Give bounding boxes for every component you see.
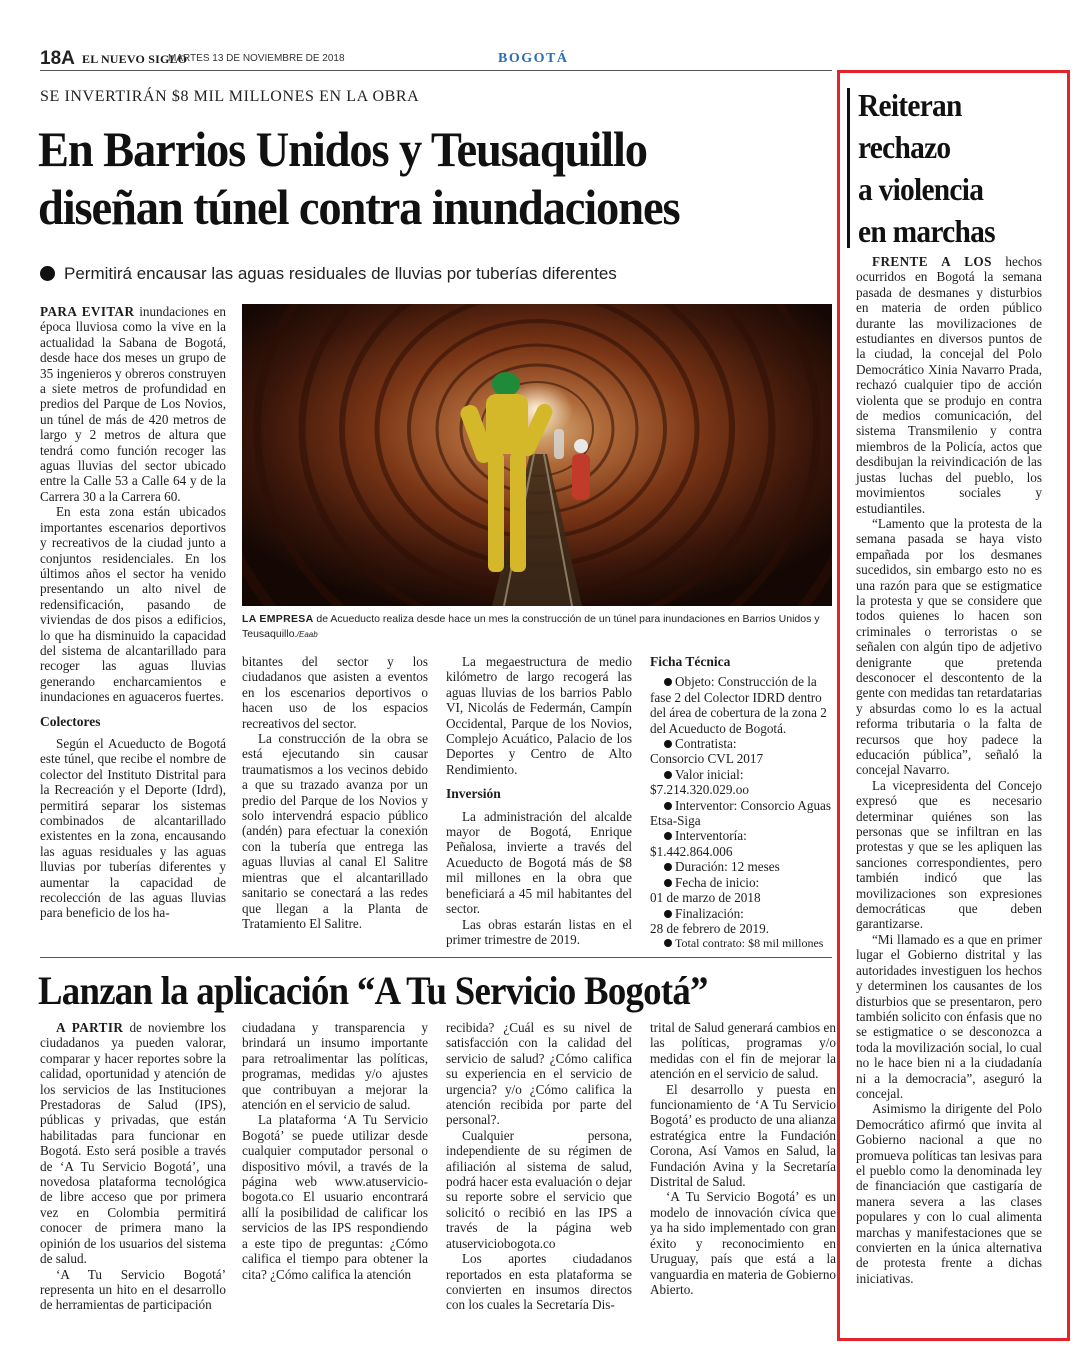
ficha-item — [650, 875, 836, 890]
article2-paragraph: trital de Salud generará cambios en las políticas, programas y/o medidas con el fin de mejorar la atención en el servicio de salud. — [650, 1020, 836, 1082]
ficha-item: Consorcio CVL 2017 — [650, 751, 764, 767]
ficha-item-text: Total contrato: $8 mil millones — [675, 936, 824, 951]
ficha-item-text: Valor inicial: — [675, 766, 744, 782]
article1-paragraph: bitantes del sector y los ciudadanos que asisten a eventos en los escenarios deportivos o hacen uso de los espacios recreativos del sector. — [242, 654, 428, 731]
ficha-item-text: Contratista: — [675, 736, 737, 752]
sidebar-headline-bar — [847, 88, 850, 248]
article2-paragraph: Cualquier persona, independiente de su régimen de afiliación al sistema de salud, podrá hacer esta evaluación o dejar su reporte sobre el servicio que solicitó o recibió en las IPS a través de la página web atuserviciobogota.co — [446, 1127, 632, 1251]
sidebar-headline-line: Reiteran — [858, 87, 962, 123]
article2-column-4 — [650, 1020, 836, 1297]
sidebar-paragraph: La vicepresidenta del Concejo expresó que es necesario determinar quiénes son las personas que se infiltran en las protestas y que se les apliquen las sanciones correspondientes, pero también indicó que las movilizaciones son expresiones democráticas que deben garantizarse. — [856, 777, 1042, 932]
article1-subhead — [40, 264, 830, 284]
article1-paragraph: En esta zona están ubicados importantes escenarios deportivos y recreativos de la ciudad junto a conjuntos residenciales. En los últimos años el sector ha venido presentando un alto nivel de redensificación, pasando de viviendas de dos pisos a edificios, lo que ha disminuido la capacidad del sistema de alcantarillado para recoger las aguas lluvias generando encharcamientos e inundaciones en aguaceros fuertes. — [40, 504, 226, 705]
photo-caption-lead: LA EMPRESA — [242, 613, 314, 625]
bullet-icon — [664, 678, 672, 686]
page-number: 18A — [40, 48, 75, 69]
sidebar-headline-line: en marchas — [858, 213, 995, 249]
bullet-icon — [664, 910, 672, 918]
ficha-item: $7.214.320.029.oo — [650, 782, 749, 798]
photo-caption — [242, 612, 832, 642]
section-divider — [40, 957, 832, 958]
article2-column-1 — [40, 1020, 226, 1313]
bullet-icon — [664, 771, 672, 779]
article1-headline — [38, 120, 773, 236]
ficha-item — [650, 674, 836, 736]
article2-paragraph: ‘A Tu Servicio Bogotá’ representa un hito en el desarrollo de herramientas de participación — [40, 1266, 226, 1313]
sidebar-body — [856, 254, 1042, 1286]
article1-column-1 — [40, 304, 226, 921]
bullet-icon — [664, 802, 672, 810]
article1-headline-line1: En Barrios Unidos y Teusaquillo — [38, 121, 647, 177]
section-label: BOGOTÁ — [498, 51, 569, 66]
article2-paragraph: La plataforma ‘A Tu Servicio Bogotá’ se puede utilizar desde cualquier computador personal o dispositivo móvil, a través de la página web www.atuservicio-bogota.co El usuario encontrará allí la posibilidad de calificar los servicios de las IPS respondiendo a este tipo de preguntas: ¿Cómo califica el tiempo para obtener la cita? ¿Cómo califica la atención — [242, 1112, 428, 1282]
article1-text: inundaciones en época lluviosa como la vive en la actualidad la Sabana de Bogotá, desde hace dos meses un grupo de 35 ingenieros y obreros construyen a siete metros de profundidad en predios del Parque de Los Novios, un túnel de más de 420 metros de largo y 2 metros de altura que tendrá como función recoger las aguas lluvias del sector ubicado entre la Calle 53 a Calle 64 y de la Carrera 30 a la Carrera 60. — [40, 304, 227, 504]
ficha-item-text: Fecha de inicio: — [675, 874, 760, 890]
article1-paragraph: La construcción de la obra se está ejecutando sin causar traumatismos a los vecinos debido a que su trazado avanza por un predio del Parque de los Novios y solo intervendrá espacio público (andén) para efectuar la conexión con la tubería que entrega las aguas lluvias al canal El Salitre mientras que el alcantarillado sanitario se conectará a las redes que llegan a la Planta de Tratamiento El Salitre. — [242, 731, 428, 931]
article2-column-3 — [446, 1020, 632, 1313]
article1-lead: PARA EVITAR — [40, 304, 135, 319]
bullet-icon — [664, 863, 672, 871]
article2-headline: Lanzan la aplicación “A Tu Servicio Bogotá” — [38, 968, 708, 1013]
sidebar-headline — [858, 84, 1042, 252]
ficha-item — [650, 736, 836, 751]
bullet-icon — [664, 832, 672, 840]
ficha-item-text: Interventor: Consorcio Aguas Etsa-Siga — [650, 797, 832, 829]
article2-paragraph: Los aportes ciudadanos reportados en esta plataforma se convierten en insumos directos con los cuales la Secretaría Dis- — [446, 1251, 632, 1313]
ficha-item: 28 de febrero de 2019. — [650, 920, 770, 936]
ficha-title: Ficha Técnica — [650, 654, 731, 669]
sidebar-text: hechos ocurridos en Bogotá la semana pasada de desmanes y disturbios en materia de orden público durante las movilizaciones de estudiantes en diversos puntos de la ciudad, la concejal del Polo Democrático Xinia Navarro Prada, rechazó cualquier tipo de acción violenta que se produjo en contra de medios comunicación, del sistema Transmilenio y contra miembros de la Policía, actos que desdibujan la reivindicación de las justas luchas del pueblo, los movimientos sociales y estudiantiles. — [856, 254, 1043, 516]
article1-headline-line2: diseñan túnel contra inundaciones — [38, 179, 680, 235]
article1-paragraph: La megaestructura de medio kilómetro de largo recogerá las aguas lluvias de los barrios Pablo VI, Nicolás de Federmán, Campín Occidental, Parque de los Novios, Complejo Acuático, Palacio de los Deportes y Centro de Alto Rendimiento. — [446, 654, 632, 777]
ficha-item: 01 de marzo de 2018 — [650, 890, 761, 906]
sidebar-paragraph: “Mi llamado es a que en primer lugar el Gobierno distrital y las autoridades investiguen los hechos y determinen los causantes de los disturbios que se presentaron, pero también solicito con énfasis que no se estigmatice o se desconozca a toda la movilización social, lo cual no le hace bien ni a la ciudadanía ni a la democracia”, aseguró la concejal. — [856, 931, 1042, 1101]
article2-paragraph: ‘A Tu Servicio Bogotá’ es un modelo de innovación cívica que ya ha sido implementado con gran éxito y reconocimiento en Uruguay, país que está a la vanguardia en materia de Gobierno Abierto. — [650, 1189, 837, 1297]
ficha-item — [650, 828, 836, 843]
photo-credit: ./Eaab — [294, 630, 318, 639]
article1-paragraph: La administración del alcalde mayor de Bogotá, Enrique Peñalosa, invierte a través del Acueducto de Bogotá más de $8 mil millones en la obra que beneficiará a 45 mil habitantes del sector. — [446, 808, 632, 917]
ficha-item — [650, 906, 836, 921]
ficha-item — [650, 859, 836, 874]
article1-column-2 — [242, 654, 428, 931]
sidebar-lead: FRENTE A LOS — [872, 254, 992, 269]
ficha-tecnica — [650, 654, 836, 952]
tunnel-photo — [242, 304, 832, 606]
ficha-item — [650, 767, 836, 782]
article1-subhead-text: Permitirá encausar las aguas residuales de lluvias por tuberías diferentes — [64, 264, 617, 283]
bullet-icon — [40, 266, 55, 281]
bullet-icon — [664, 740, 672, 748]
newspaper-name: EL NUEVO SIGLO — [82, 52, 188, 66]
article1-paragraph: Según el Acueducto de Bogotá este túnel, que recibe el nombre de colector del Instituto Distrital para la Recreación y el Deporte (Idrd), permitirá separar los sistemas combinados de alcantarillado existentes en la zona, encausando las aguas residuales y las aguas lluvias por tuberías diferentes y aumentar la capacidad de recolección de las aguas lluvias para beneficio de los ha- — [40, 735, 226, 921]
article1-paragraph: Las obras estarán listas en el primer trimestre de 2019. — [446, 916, 632, 947]
ficha-item — [650, 936, 836, 951]
article2-column-2 — [242, 1020, 428, 1282]
article2-paragraph: El desarrollo y puesta en funcionamiento de ‘A Tu Servicio Bogotá’ es producto de una alianza estratégica entre la Fundación Corona, Así Vamos en Salud, la Fundación Avina y la Secretaría Distrital de Salud. — [650, 1081, 836, 1190]
article2-paragraph: recibida? ¿Cuál es su nivel de satisfacción con la calidad del servicio de salud? ¿Cómo califica su experiencia en el servicio de urgencia? y/o ¿Cómo califica la atención recibida por parte del personal?. — [446, 1020, 632, 1128]
article1-paragraph — [40, 304, 226, 504]
ficha-item: $1.442.864.006 — [650, 843, 733, 859]
ficha-item-text: Duración: 12 meses — [675, 859, 780, 875]
article1-column-3 — [446, 654, 632, 947]
article2-paragraph: ciudadana y transparencia y brindará un insumo importante para retroalimentar las políticas, programas, medidas y/o ajustes que contribuyan a mejorar la atención en el servicio de salud. — [242, 1020, 428, 1113]
article1-kicker: SE INVERTIRÁN $8 MIL MILLONES EN LA OBRA — [40, 88, 420, 105]
sidebar-headline-line: a violencia — [858, 171, 984, 207]
photo-caption-text: de Acueducto realiza desde hace un mes la construcción de un túnel para inundaciones en Barrios Unidos y Teusaquillo — [242, 613, 820, 640]
sidebar-paragraph — [856, 254, 1042, 516]
article2-text: de noviembre los ciudadanos ya pueden valorar, comparar y hacer reportes sobre la calidad, oportunidad y atención de los servicios de las Instituciones Prestadoras de Salud (IPS), públicas y privadas, que están habilitadas para funcionar en Bogotá. Esto será posible a través de ‘A Tu Servicio Bogotá’, una novedosa plataforma tecnológica de libre acceso que por primera vez en Colombia permitirá conocer de primera mano la opinión de los usuarios del sistema de salud. — [40, 1020, 227, 1267]
article2-paragraph — [40, 1020, 226, 1267]
bullet-icon — [664, 879, 672, 887]
sidebar-headline-line: rechazo — [858, 129, 951, 165]
bullet-icon — [664, 939, 672, 947]
ficha-item-text: Interventoría: — [675, 828, 747, 844]
ficha-item-text: Finalización: — [675, 905, 744, 921]
issue-date: MARTES 13 DE NOVIEMBRE DE 2018 — [168, 53, 345, 64]
ficha-item — [650, 798, 836, 829]
article2-lead: A PARTIR — [56, 1020, 124, 1035]
sidebar-paragraph: Asimismo la dirigente del Polo Democrático afirmó que invita al Gobierno nacional a que no promueva políticas tan lesivas para el pueblo como la denominada ley de financiación que castigaría de manera severa a las clases populares y con lo cual alimenta marchas y manifestaciones que se convierten en la única alternativa de protesta frente a dichas iniciativas. — [856, 1101, 1042, 1286]
header-rule — [40, 70, 832, 71]
article1-subtitle-colectores: Colectores — [40, 713, 101, 729]
tunnel-photo-image — [242, 304, 832, 606]
article1-subtitle-inversion: Inversión — [446, 786, 501, 802]
sidebar-paragraph: “Lamento que la protesta de la semana pasada se haya visto empañada por los desmanes sucedidos, sin embargo esto no es una razón para que se estigmatice la protesta y que se considere que todos quienes lo hacen son criminales o terroristas o se señalen con algún tipo de adjetivo denigrante que pretenda desconocer el descontento de la gente con medidas tan retardatarias y absurdas como lo es la actual reforma tributaria o la falta de recursos que hoy padece la educación pública”, señaló la concejal Navarro. — [856, 515, 1043, 778]
ficha-item-text: Objeto: Construcción de la fase 2 del Colector IDRD dentro del área de cobertura de la zona 2 del Acueducto de Bogotá. — [650, 674, 827, 736]
